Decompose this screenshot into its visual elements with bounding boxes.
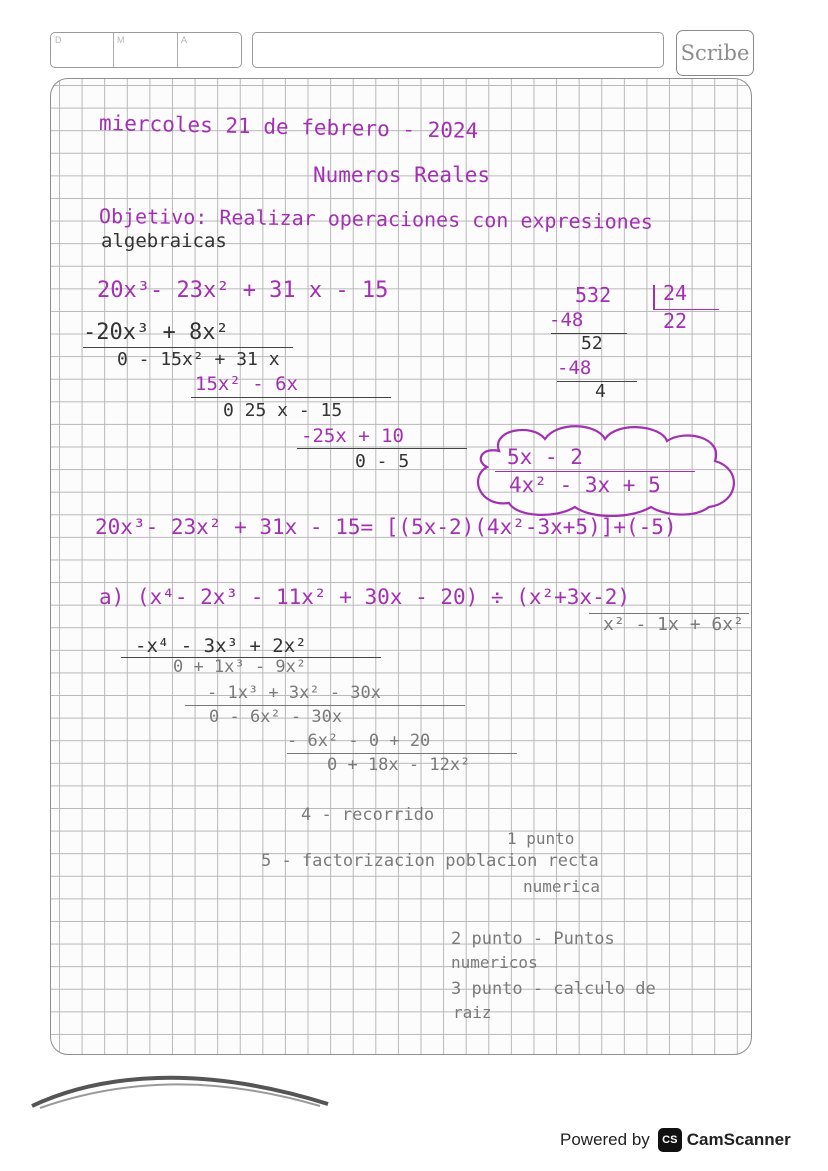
- div1-row2: 0 - 15x² + 31 x: [117, 349, 280, 370]
- div1-row4: 0 25 x - 15: [223, 400, 343, 421]
- note-factorizacion: 5 - factorizacion poblacion recta: [261, 851, 599, 871]
- note-numerica: numerica: [523, 877, 601, 896]
- objective-line-1: Objetivo: Realizar operaciones con expresiones: [98, 204, 653, 234]
- division-bracket: [653, 285, 655, 309]
- page-title: Numeros Reales: [313, 163, 491, 187]
- division-identity: 20x³- 23x² + 31x - 15= [(5x-2)(4x²-3x+5)]+(-5): [95, 515, 677, 539]
- div1-row3: 15x² - 6x: [195, 373, 298, 395]
- notebook-page: [50, 78, 752, 1055]
- camscanner-watermark: [560, 1122, 815, 1158]
- div1-divisor: 5x - 2: [507, 445, 583, 469]
- divisor-underline: [589, 613, 749, 614]
- exercise-a-quotient: x² - 1x + 6x²: [603, 614, 744, 635]
- cloud-shape: [471, 421, 751, 517]
- camscanner-name: CamScanner: [686, 1130, 791, 1149]
- exercise-a-row3: - 1x³ + 3x² - 30x: [207, 683, 381, 703]
- note-numericos: numericos: [451, 953, 538, 972]
- exercise-a-row5: - 6x² - 0 + 20: [287, 731, 431, 751]
- exercise-a-problem: a) (x⁴- 2x³ - 11x² + 30x - 20) ÷ (x²+3x-2): [99, 585, 631, 609]
- page-curl-shadow: [30, 1064, 330, 1110]
- num-r1: -48: [549, 309, 584, 331]
- date-header-box: [50, 32, 242, 68]
- div1-row5: -25x + 10: [301, 425, 404, 447]
- note-3-punto: 3 punto - calculo de: [451, 979, 656, 999]
- num-r4: 4: [595, 381, 606, 402]
- scribe-logo: Scribe: [676, 30, 754, 76]
- div1-row6: 0 - 5: [355, 451, 410, 472]
- note-1-punto: 1 punto: [507, 829, 575, 848]
- underline: [83, 347, 293, 348]
- header-mark-month: M: [117, 35, 125, 45]
- exercise-a-row1: -x⁴ - 3x³ + 2x²: [135, 635, 307, 657]
- num-divisor: 24: [663, 281, 688, 305]
- objective-line-2: algebraicas: [101, 230, 227, 252]
- exercise-a-row6: 0 + 18x - 12x²: [327, 755, 471, 775]
- subject-header-box: [252, 32, 664, 68]
- note-recorrido: 4 - recorrido: [301, 805, 435, 825]
- note-raiz: raiz: [453, 1003, 492, 1022]
- header-divider: [177, 33, 178, 67]
- date-line: miercoles 21 de febrero - 2024: [98, 111, 479, 143]
- exercise-a-row2: 0 + 1x³ - 9x²: [173, 657, 307, 677]
- num-r2: 52: [581, 333, 603, 354]
- underline: [287, 753, 517, 754]
- num-dividend: 532: [575, 283, 612, 307]
- note-2-punto: 2 punto - Puntos: [451, 929, 615, 949]
- div1-row1: -20x³ + 8x²: [83, 320, 229, 345]
- num-r3: -48: [557, 357, 592, 379]
- div1-quotient: 4x² - 3x + 5: [509, 473, 661, 497]
- divisor-underline: [495, 471, 695, 472]
- header-mark-year: A: [181, 35, 188, 45]
- header-divider: [113, 33, 114, 67]
- underline: [185, 705, 465, 706]
- camscanner-logo-icon: CS: [658, 1128, 682, 1152]
- num-quotient: 22: [663, 309, 688, 333]
- underline: [191, 397, 391, 398]
- header-mark-day: D: [55, 35, 62, 45]
- exercise-a-row4: 0 - 6x² - 30x: [209, 707, 343, 727]
- powered-by-label: Powered by: [560, 1130, 650, 1149]
- div1-dividend: 20x³- 23x² + 31 x - 15: [97, 278, 389, 303]
- underline: [297, 448, 467, 449]
